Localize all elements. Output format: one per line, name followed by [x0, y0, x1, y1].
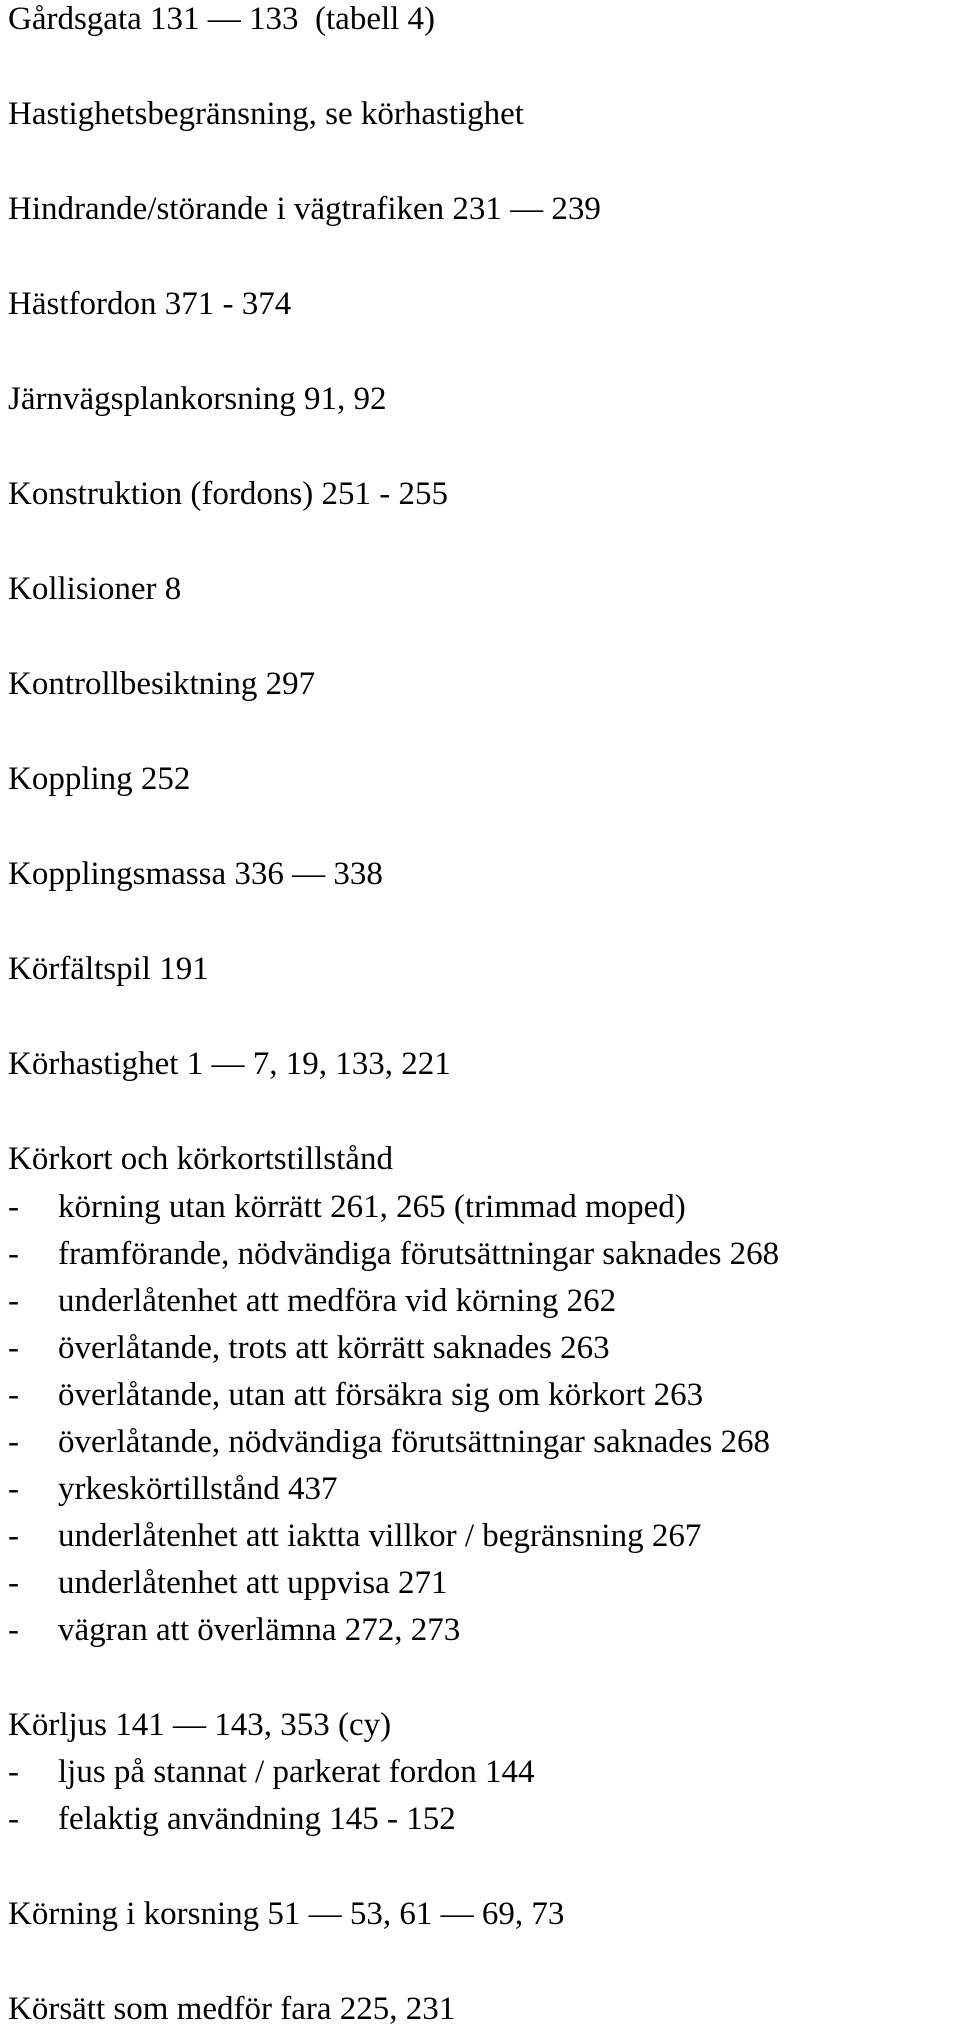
index-entry-hastighetsbegransning: Hastighetsbegränsning, se körhastighet: [8, 96, 524, 132]
subitem-text: underlåtenhet att medföra vid körning 262: [58, 1283, 617, 1319]
subitem-text: yrkeskörtillstånd 437: [58, 1471, 338, 1507]
index-entry-koppling: Koppling 252: [8, 761, 191, 797]
index-entry-kopplingsmassa: Kopplingsmassa 336 — 338: [8, 856, 383, 892]
index-entry-hindrande: Hindrande/störande i vägtrafiken 231 — 239: [8, 191, 601, 227]
subitem-text: underlåtenhet att uppvisa 271: [58, 1565, 448, 1601]
subitem-text: överlåtande, utan att försäkra sig om körkort 263: [58, 1377, 704, 1413]
index-entry-jarnvagsplankorsning: Järnvägsplankorsning 91, 92: [8, 381, 387, 417]
index-entry-kollisioner: Kollisioner 8: [8, 571, 182, 607]
index-entry-korsatt: Körsätt som medför fara 225, 231: [8, 1991, 456, 2027]
dash-bullet: -: [8, 1283, 19, 1319]
dash-bullet: -: [8, 1330, 19, 1366]
dash-bullet: -: [8, 1189, 19, 1225]
index-entry-korfaltspil: Körfältspil 191: [8, 951, 209, 987]
index-entry-kontrollbesiktning: Kontrollbesiktning 297: [8, 666, 316, 702]
dash-bullet: -: [8, 1565, 19, 1601]
subitem-text: felaktig användning 145 - 152: [58, 1801, 456, 1837]
dash-bullet: -: [8, 1377, 19, 1413]
index-entry-hastfordon: Hästfordon 371 - 374: [8, 286, 292, 322]
dash-bullet: -: [8, 1424, 19, 1460]
index-entry-korning-i-korsning: Körning i korsning 51 — 53, 61 — 69, 73: [8, 1896, 565, 1932]
index-entry-konstruktion: Konstruktion (fordons) 251 - 255: [8, 476, 448, 512]
dash-bullet: -: [8, 1754, 19, 1790]
dash-bullet: -: [8, 1612, 19, 1648]
index-entry-gardsgata: Gårdsgata 131 — 133 (tabell 4): [8, 1, 436, 37]
index-entry-korhastighet: Körhastighet 1 — 7, 19, 133, 221: [8, 1046, 451, 1082]
dash-bullet: -: [8, 1236, 19, 1272]
dash-bullet: -: [8, 1471, 19, 1507]
subitem-text: överlåtande, trots att körrätt saknades 263: [58, 1330, 610, 1366]
dash-bullet: -: [8, 1518, 19, 1554]
subitem-text: framförande, nödvändiga förutsättningar saknades 268: [58, 1236, 780, 1272]
subitem-text: underlåtenhet att iaktta villkor / begränsning 267: [58, 1518, 702, 1554]
subitem-text: överlåtande, nödvändiga förutsättningar saknades 268: [58, 1424, 771, 1460]
index-entry-korljus: Körljus 141 — 143, 353 (cy): [8, 1707, 392, 1743]
subitem-text: vägran att överlämna 272, 273: [58, 1612, 461, 1648]
index-entry-korkort: Körkort och körkortstillstånd: [8, 1141, 393, 1177]
dash-bullet: -: [8, 1801, 19, 1837]
subitem-text: körning utan körrätt 261, 265 (trimmad moped): [58, 1189, 686, 1225]
subitem-text: ljus på stannat / parkerat fordon 144: [58, 1754, 535, 1790]
